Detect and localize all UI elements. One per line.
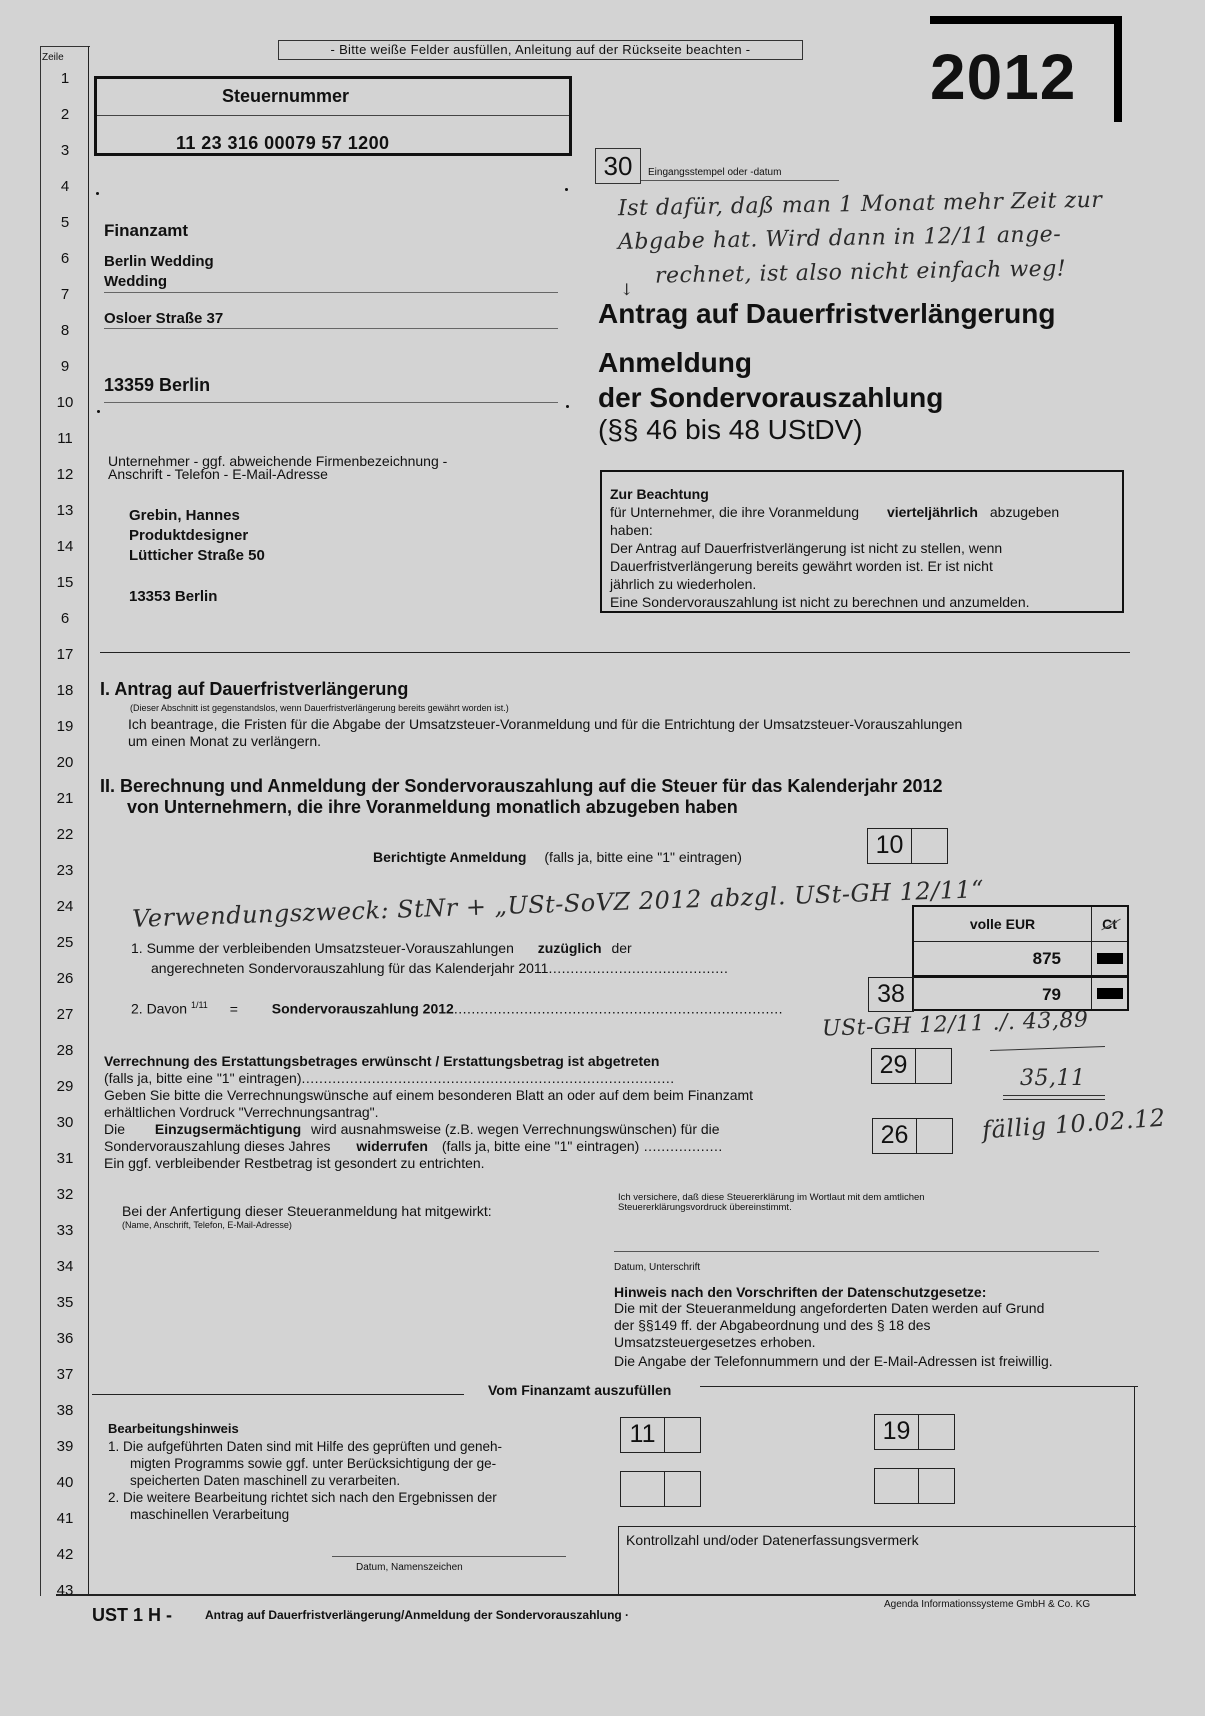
line-number: 43	[56, 1582, 74, 1599]
attention-line: jährlich zu wiederholen.	[610, 576, 757, 592]
item2-equals: =	[229, 1000, 238, 1017]
line-number: 21	[56, 790, 74, 807]
item1-text: angerechneten Sondervorauszahlung für das Kalenderjahr 2011	[151, 960, 549, 976]
line-number: 18	[56, 682, 74, 699]
line-number: 26	[56, 970, 74, 987]
item2-text: 2. Davon	[131, 1000, 188, 1017]
field-29	[871, 1048, 952, 1084]
field-10-number: 10	[868, 829, 912, 863]
processing-note-title: Bearbeitungshinweis	[108, 1421, 239, 1436]
privacy-line: der §§149 ff. der Abgabeordnung und des § 18 des	[614, 1317, 931, 1333]
line-number: 1	[60, 70, 70, 87]
fill-instructions: - Bitte weiße Felder ausfüllen, Anleitung auf der Rückseite beachten -	[278, 40, 803, 60]
line-number: 28	[56, 1042, 74, 1059]
line-number: 6	[60, 250, 70, 267]
entrepreneur-label	[108, 455, 447, 481]
date-initials-field[interactable]	[332, 1556, 566, 1557]
preparer-sublabel: (Name, Anschrift, Telefon, E-Mail-Adresse)	[122, 1220, 292, 1230]
item2-fraction: 1/11	[190, 1000, 208, 1010]
vendor-name: Agenda Informationssysteme GmbH & Co. KG	[884, 1599, 1091, 1610]
entrepreneur-profession[interactable]: Produktdesigner	[129, 527, 249, 544]
offset-title: Verrechnung des Erstattungsbetrages erwünscht / Erstattungsbetrag ist abgetreten	[104, 1053, 660, 1069]
section1-text-line2: um einen Monat zu verlängern.	[128, 733, 321, 749]
field-30-box: 30	[595, 148, 641, 184]
section-divider	[100, 652, 1130, 653]
office-section-rule	[92, 1394, 464, 1395]
line-number: 20	[56, 754, 74, 771]
item1-label	[131, 940, 632, 956]
handwritten-note-line1: Ist dafür, daß man 1 Monat mehr Zeit zur	[617, 187, 1103, 222]
offset-hint: (falls ja, bitte eine "1" eintragen)	[104, 1070, 302, 1086]
privacy-text	[614, 1300, 1134, 1370]
declaration-text	[618, 1193, 1058, 1213]
handwritten-ust-gh: USt-GH 12/11 ./. 43,89	[821, 1007, 1089, 1042]
signature-label: Datum, Unterschrift	[614, 1262, 701, 1273]
office-empty-field-right[interactable]	[919, 1469, 954, 1503]
handwritten-result: 35,11	[1020, 1066, 1086, 1091]
line-number: 32	[56, 1186, 74, 1203]
privacy-line: Umsatzsteuergesetzes erhoben.	[614, 1334, 816, 1350]
section2-title-line2: von Unternehmern, die ihre Voranmeldung monatlich abzugeben haben	[127, 797, 738, 817]
attention-line: Eine Sondervorauszahlung ist nicht zu berechnen und anzumelden.	[610, 594, 1030, 610]
line-number: 34	[56, 1258, 74, 1275]
section1-title: I. Antrag auf Dauerfristverlängerung	[100, 679, 409, 699]
direct-debit-line2: Sondervorauszahlung dieses Jahres widerrufen (falls ja, bitte eine "1" eintragen) ..................	[104, 1138, 723, 1154]
processing-note-line: 2. Die weitere Bearbeitung richtet sich nach den Ergebnissen der	[108, 1490, 497, 1505]
direct-debit-revoke: widerrufen	[356, 1138, 428, 1154]
corrected-filing-hint: (falls ja, bitte eine "1" eintragen)	[544, 849, 742, 865]
preparer-label: Bei der Anfertigung dieser Steueranmeldung hat mitgewirkt:	[122, 1203, 492, 1219]
line-number: 38	[56, 1402, 74, 1419]
line-number: 2	[60, 106, 70, 123]
line-number: 27	[56, 1006, 74, 1023]
office-empty-field	[874, 1468, 955, 1504]
direct-debit-text: Sondervorauszahlung dieses Jahres	[104, 1138, 331, 1154]
amount-table-header	[914, 907, 1127, 941]
field-26	[872, 1118, 953, 1154]
section1-text-line1: Ich beantrage, die Fristen für die Abgabe der Umsatzsteuer-Voranmeldung und für die Entrichtung der Umsatzsteuer-Vorauszahlungen	[128, 716, 963, 732]
line-number: 9	[60, 358, 70, 375]
processing-note-line: speicherten Daten maschinell zu verarbeiten.	[130, 1473, 401, 1488]
bottom-rule	[56, 1594, 1136, 1596]
item1-bold: zuzüglich	[537, 940, 602, 956]
direct-debit-text: wird ausnahmsweise (z.B. wegen Verrechnungswünschen) für die	[311, 1121, 720, 1137]
privacy-line: Die mit der Steueranmeldung angeforderten Daten werden auf Grund	[614, 1300, 1045, 1316]
amount-table	[912, 905, 1129, 1011]
line-number: 25	[56, 934, 74, 951]
item2-label: 2. Davon $^{1/11}$ = Sondervorauszahlung 2012...........................................................................	[131, 1000, 784, 1017]
line-number: 13	[56, 502, 74, 519]
tax-number-divider	[97, 115, 569, 116]
finanzamt-label: Finanzamt	[104, 221, 189, 240]
field-19-input[interactable]	[919, 1415, 954, 1449]
line-number: 37	[56, 1366, 74, 1383]
line-number: 42	[56, 1546, 74, 1563]
amount-row-1	[914, 941, 1127, 975]
line-number: 17	[56, 646, 74, 663]
field-10	[867, 828, 948, 864]
processing-note-line: 1. Die aufgeführten Daten sind mit Hilfe des geprüften und geneh-	[108, 1439, 502, 1454]
footer-title: Antrag auf Dauerfristverlängerung/Anmeldung der Sondervorauszahlung ·	[205, 1608, 630, 1622]
entrepreneur-city[interactable]: 13353 Berlin	[129, 588, 218, 605]
form-subtitle	[598, 345, 943, 415]
item1-text: der	[611, 940, 632, 956]
corrected-filing-bold: Berichtigte Anmeldung	[373, 849, 527, 865]
handwritten-note-line3: rechnet, ist also nicht einfach weg!	[654, 256, 1067, 289]
line-number: 35	[56, 1294, 74, 1311]
line-number: 3	[60, 142, 70, 159]
line-number: 10	[56, 394, 74, 411]
section2-title-line1: II. Berechnung und Anmeldung der Sondervorauszahlung auf die Steuer für das Kalenderjahr 2012	[100, 776, 943, 796]
line-number: 14	[56, 538, 74, 555]
line-number: 12	[56, 466, 74, 483]
form-subtitle-line2: der Sondervorauszahlung	[598, 382, 944, 413]
col-eur-label: volle EUR	[914, 907, 1092, 941]
handwritten-double-underline	[1003, 1095, 1105, 1096]
field-26-input[interactable]	[917, 1119, 952, 1153]
attention-line: Der Antrag auf Dauerfristverlängerung ist nicht zu stellen, wenn	[610, 540, 1003, 556]
form-year: 2012	[930, 41, 1077, 113]
handwritten-due-date: fällig 10.02.12	[981, 1103, 1167, 1145]
line-number-column	[40, 46, 90, 1596]
col-ct-label: Ct	[1102, 916, 1117, 932]
form-subtitle-line1: Anmeldung	[598, 347, 752, 378]
zeile-header: Zeile	[42, 52, 64, 63]
field-29-input[interactable]	[916, 1049, 951, 1083]
field-19-number: 19	[875, 1415, 919, 1449]
field-11-input[interactable]	[665, 1418, 700, 1452]
entrepreneur-label-line1: Unternehmer - ggf. abweichende Firmenbezeichnung -	[108, 453, 448, 469]
form-legal-reference: (§§ 46 bis 48 UStDV)	[598, 414, 863, 445]
attention-text: abzugeben	[989, 504, 1060, 520]
attention-text: für Unternehmer, die ihre Voranmeldung	[610, 504, 860, 520]
finanzamt-name-line2[interactable]: Wedding	[104, 273, 168, 290]
form-title: Antrag auf Dauerfristverlängerung	[598, 298, 1056, 329]
line-number: 7	[60, 286, 70, 303]
entrepreneur-street[interactable]: Lütticher Straße 50	[129, 547, 265, 564]
date-initials-label: Datum, Namenszeichen	[356, 1562, 463, 1573]
field-19	[874, 1414, 955, 1450]
office-section-title: Vom Finanzamt auszufüllen	[488, 1382, 672, 1398]
privacy-line: Die Angabe der Telefonnummern und der E-Mail-Adressen ist freiwillig.	[614, 1353, 1053, 1369]
ct-blocked-bar	[1097, 953, 1123, 964]
line-number: 31	[56, 1150, 74, 1167]
attention-line: Dauerfristverlängerung bereits gewährt worden ist. Er ist nicht	[610, 558, 993, 574]
receipt-stamp-rule	[641, 180, 839, 181]
tax-number-field[interactable]: 11 23 316 00079 57 1200	[176, 133, 390, 153]
item2-bold: Sondervorauszahlung 2012	[271, 1000, 454, 1017]
handwritten-arrow-icon: ↓	[620, 280, 634, 299]
control-number-label: Kontrollzahl und/oder Datenerfassungsvermerk	[626, 1532, 919, 1548]
entrepreneur-name[interactable]: Grebin, Hannes	[129, 507, 240, 524]
field-29-number: 29	[872, 1049, 916, 1083]
field-26-number: 26	[873, 1119, 917, 1153]
offset-text-line1: Geben Sie bitte die Verrechnungswünsche auf einem besonderen Blatt an oder auf dem beim Finanzamt	[104, 1087, 754, 1103]
office-empty-field-left[interactable]	[875, 1469, 919, 1503]
line-number: 24	[56, 898, 74, 915]
attention-quarterly: vierteljährlich	[886, 504, 978, 520]
signature-field[interactable]	[614, 1251, 1099, 1252]
line-number: 19	[56, 718, 74, 735]
line-number: 29	[56, 1078, 74, 1095]
line-number: 4	[60, 178, 70, 195]
attention-heading: Zur Beachtung	[610, 486, 709, 502]
item2-eur-field[interactable]: 79	[914, 978, 1092, 1009]
left-margin-rule	[88, 46, 89, 1594]
direct-debit-hint: (falls ja, bitte eine "1" eintragen)	[441, 1138, 640, 1154]
address-rule	[104, 402, 558, 403]
line-number: 41	[56, 1510, 74, 1527]
line-number: 36	[56, 1330, 74, 1347]
entrepreneur-label-line2: Anschrift - Telefon - E-Mail-Adresse	[108, 466, 328, 482]
offset-block	[104, 1053, 884, 1172]
corner-mark	[96, 192, 99, 195]
field-11	[620, 1417, 701, 1453]
address-rule	[104, 328, 558, 329]
line-number: 40	[56, 1474, 74, 1491]
line-number: 39	[56, 1438, 74, 1455]
line-number: 8	[60, 322, 70, 339]
amount-row-38	[914, 975, 1127, 1009]
line-number: 23	[56, 862, 74, 879]
line-number: 22	[56, 826, 74, 843]
address-rule	[104, 292, 558, 293]
direct-debit-line1	[104, 1121, 884, 1138]
privacy-title: Hinweis nach den Vorschriften der Datenschutzgesetze:	[614, 1284, 987, 1300]
finanzamt-street[interactable]: Osloer Straße 37	[104, 310, 224, 327]
handwritten-note-line2: Abgabe hat. Wird dann in 12/11 ange-	[617, 222, 1062, 255]
declaration-line1: Ich versichere, daß diese Steuererklärung im Wortlaut mit dem amtlichen	[618, 1192, 925, 1203]
finanzamt-city[interactable]: 13359 Berlin	[104, 375, 211, 395]
offset-hint-line: (falls ja, bitte eine "1" eintragen).....................................................................................	[104, 1070, 675, 1086]
line-number: 11	[57, 430, 73, 447]
corrected-filing-label	[373, 849, 742, 865]
office-empty-field-left[interactable]	[621, 1472, 665, 1506]
corner-mark	[566, 405, 569, 408]
field-38-number: 38	[868, 977, 914, 1012]
item1-eur-field[interactable]: 875	[914, 942, 1092, 975]
handwritten-payment-reference: Verwendungszweck: StNr + „USt-SoVZ 2012 abzgl. USt-GH 12/11“	[131, 875, 985, 933]
line-number: 5	[60, 214, 70, 231]
handwritten-double-underline	[1003, 1099, 1105, 1100]
section1-note: (Dieser Abschnitt ist gegenstandslos, wenn Dauerfristverlängerung bereits gewährt worden ist.)	[130, 703, 509, 713]
line-number: 15	[56, 574, 74, 591]
handwritten-underline	[990, 1046, 1105, 1051]
field-10-input[interactable]	[912, 829, 947, 863]
line-number: 33	[56, 1222, 74, 1239]
attention-line: haben:	[610, 522, 653, 538]
receipt-stamp-label: Eingangsstempel oder -datum	[648, 167, 782, 178]
finanzamt-name[interactable]: Berlin Wedding	[104, 253, 214, 270]
item1-text: 1. Summe der verbleibenden Umsatzsteuer-Vorauszahlungen	[131, 940, 514, 956]
ct-blocked-bar	[1097, 988, 1123, 999]
line-number: 30	[56, 1114, 74, 1131]
office-empty-field-right[interactable]	[665, 1472, 700, 1506]
remaining-amount-text: Ein ggf. verbleibender Restbetrag ist gesondert zu entrichten.	[104, 1155, 485, 1171]
attention-box	[600, 470, 1124, 613]
corner-mark	[97, 410, 100, 413]
attention-line	[610, 503, 1114, 521]
corner-mark	[565, 188, 568, 191]
direct-debit-bold: Einzugsermächtigung	[154, 1121, 302, 1137]
processing-note-list	[108, 1438, 608, 1523]
section2-title	[100, 776, 943, 818]
field-11-number: 11	[621, 1418, 665, 1452]
tax-number-label: Steuernummer	[222, 86, 350, 106]
processing-note-line: migten Programms sowie ggf. unter Berücksichtigung der ge-	[130, 1456, 497, 1471]
section1-text	[128, 716, 1128, 750]
item1-label-line2: angerechneten Sondervorauszahlung für das Kalenderjahr 2011.........................................	[151, 960, 729, 976]
direct-debit-text: Die	[104, 1121, 126, 1137]
processing-note-line: maschinellen Verarbeitung	[130, 1507, 290, 1522]
declaration-line2: Steuererklärungsvordruck übereinstimmt.	[618, 1202, 792, 1213]
form-code: UST 1 H -	[92, 1605, 173, 1625]
line-number: 6	[60, 610, 70, 627]
office-empty-field	[620, 1471, 701, 1507]
offset-text-line2: erhältlichen Vordruck "Verrechnungsantrag".	[104, 1104, 379, 1120]
office-section-rule	[700, 1386, 1138, 1387]
